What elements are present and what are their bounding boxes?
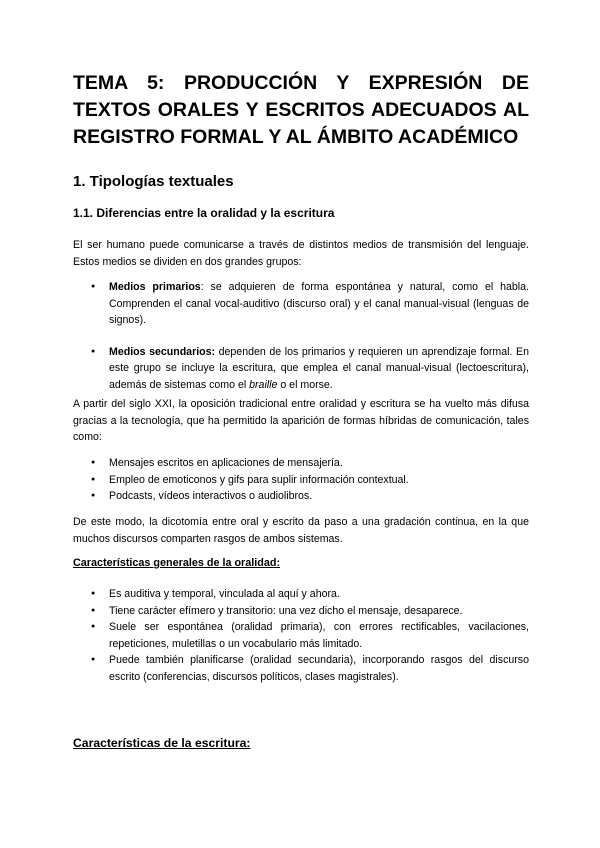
group-term: Medios primarios bbox=[109, 281, 201, 293]
xxi-century-paragraph: A partir del siglo XXI, la oposición tradicional entre oralidad y escritura se ha vuelto más difusa gracias a la tecnología, que ha permitido la aparición de formas híbridas de comunicación, tales como: bbox=[73, 398, 529, 443]
list-item: ● Mensajes escritos en aplicaciones de mensajería. bbox=[91, 455, 529, 472]
list-item: ● Es auditiva y temporal, vinculada al aquí y ahora. bbox=[91, 586, 529, 603]
list-item: ● Empleo de emoticonos y gifs para suplir información contextual. bbox=[91, 472, 529, 489]
subsection-heading: 1.1. Diferencias entre la oralidad y la escritura bbox=[73, 206, 335, 220]
section-heading: 1. Tipologías textuales bbox=[73, 173, 234, 190]
writing-heading: Características de la escritura: bbox=[73, 736, 251, 750]
list-item: ● Tiene carácter efímero y transitorio: una vez dicho el mensaje, desaparece. bbox=[91, 603, 529, 620]
hybrid-forms-list bbox=[91, 455, 529, 505]
dichotomy-paragraph: De este modo, la dicotomía entre oral y escrito da paso a una gradación continua, en la que muchos discursos comparten rasgos de ambos sistemas. bbox=[73, 516, 529, 545]
group-description: : se adquieren de forma espontánea y natural, como el habla. Comprenden el canal vocal-auditivo (discurso oral) y el canal manual-visual (lenguas de signos). bbox=[109, 281, 529, 326]
list-item: ● Podcasts, vídeos interactivos o audiolibros. bbox=[91, 488, 529, 505]
transmission-groups-list bbox=[91, 279, 529, 408]
braille-term: braille bbox=[249, 378, 278, 391]
list-item: ● Puede también planificarse (oralidad secundaria), incorporando rasgos del discurso escrito (conferencias, discursos políticos, clases magistrales). bbox=[91, 652, 529, 685]
list-item bbox=[91, 344, 529, 394]
group-term: Medios secundarios: bbox=[109, 345, 216, 358]
list-item: ● Suele ser espontánea (oralidad primaria), con errores rectificables, vacilaciones, repeticiones, muletillas o un vocabulario más limitado. bbox=[91, 619, 529, 652]
document-title: TEMA 5: PRODUCCIÓN Y EXPRESIÓN DE TEXTOS ORALES Y ESCRITOS ADECUADOS AL REGISTRO FORMAL Y AL ÁMBITO ACADÉMICO bbox=[73, 72, 529, 148]
orality-heading: Características generales de la oralidad: bbox=[73, 557, 281, 569]
orality-features-list bbox=[91, 586, 529, 685]
list-item bbox=[91, 279, 529, 329]
group-description: dependen de los primarios y requieren un aprendizaje formal. En este grupo se incluye la escritura, que emplea el canal manual-visual (lectoescritura), además de sistemas como el bbox=[109, 345, 529, 391]
intro-paragraph: El ser humano puede comunicarse a través de distintos medios de transmisión del lenguaje. Estos medios se dividen en dos grandes grupos: bbox=[73, 239, 529, 268]
group-description-end: o el morse. bbox=[277, 378, 333, 391]
